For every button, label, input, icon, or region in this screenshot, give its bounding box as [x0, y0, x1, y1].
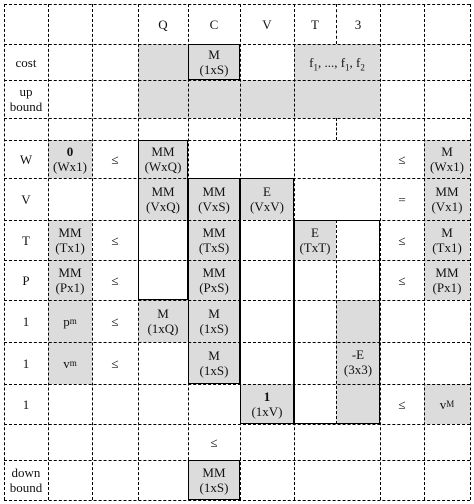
row-w: W	[19, 151, 33, 167]
cost-c-cell: M (1xS)	[199, 47, 229, 77]
p-ref-cell: MM (Px1)	[55, 265, 85, 295]
o3-v-dim: (1xV)	[251, 404, 283, 419]
v-rhs-op: =	[398, 191, 406, 207]
header-v: V	[262, 16, 272, 32]
v-c-cell: MM (VxS)	[198, 184, 230, 214]
t-rhs-cell: M (Tx1)	[432, 225, 462, 255]
vline-7-mid	[336, 118, 337, 140]
o3-v-cell	[240, 384, 294, 424]
header-t: T	[311, 16, 319, 32]
down-op: ≤	[210, 434, 218, 450]
t-t-cell: E (TxT)	[299, 225, 331, 255]
p-c-cell: MM (PxS)	[199, 265, 229, 295]
o3-rhs-cell: v M	[439, 396, 455, 412]
p-op: ≤	[111, 272, 119, 288]
header-q: Q	[158, 16, 168, 32]
t-rhs-op: ≤	[398, 232, 406, 248]
o2-c-cell: M (1xS)	[199, 348, 229, 378]
ub-q-fill	[138, 80, 188, 118]
row-p: P	[22, 272, 30, 288]
p-rhs-op: ≤	[398, 272, 406, 288]
w-ref-dim: (Wx1)	[53, 159, 87, 174]
o1-q-cell: M (1xQ)	[147, 306, 179, 336]
hline-3	[4, 118, 470, 119]
w-op: ≤	[111, 151, 119, 167]
row-cost: cost	[15, 54, 37, 70]
t-ref-cell: MM (Tx1)	[55, 225, 85, 255]
ub-v-fill	[240, 80, 294, 118]
row-one-a: 1	[22, 313, 30, 329]
w-rhs-op: ≤	[398, 151, 406, 167]
t-c-cell: MM (TxS)	[198, 225, 230, 255]
cost-t3-cell: $f_1$, ..., $f_1$, $f_2$	[309, 54, 365, 73]
ub-t3-fill	[294, 80, 380, 118]
row-up-bound: up bound	[9, 84, 43, 114]
row-t: T	[22, 232, 30, 248]
v-rhs-cell: MM (Vx1)	[431, 184, 463, 214]
t-op: ≤	[111, 232, 119, 248]
down-c-cell: MM (1xS)	[199, 465, 229, 495]
o1-ref-cell: p m	[63, 313, 77, 329]
cost-q-fill	[138, 44, 188, 80]
vline-10	[470, 4, 471, 500]
hline-bottom	[4, 500, 470, 501]
o2-op: ≤	[111, 355, 119, 371]
o3-v-bold: 1	[263, 389, 271, 404]
row-one-c: 1	[22, 396, 30, 412]
o2-ref-cell: v m	[63, 355, 77, 371]
row-v: V	[21, 191, 31, 207]
o3-rhs-base: v	[439, 396, 447, 412]
w-rhs-cell: M (Wx1)	[430, 144, 464, 174]
v-v-cell: E (VxV)	[250, 184, 284, 214]
w-ref-cell	[48, 140, 92, 178]
o1-c-cell: M (1xS)	[199, 306, 229, 336]
p-rhs-cell: MM (Px1)	[432, 265, 462, 295]
header-c: C	[209, 16, 219, 32]
hline-2	[4, 80, 470, 81]
v-q-cell: MM (VxQ)	[146, 184, 180, 214]
header-3: 3	[354, 16, 362, 32]
w-ref-bold: 0	[66, 144, 74, 159]
w-q-cell: MM (WxQ)	[144, 144, 182, 174]
o1-ref-base: p	[63, 313, 70, 329]
row-one-b: 1	[22, 355, 30, 371]
o2-ref-base: v	[63, 355, 70, 371]
t3-block-cell: -E (3x3)	[343, 347, 373, 377]
ub-c-fill	[188, 80, 240, 118]
row-down-bound: down bound	[9, 465, 43, 495]
o1-op: ≤	[111, 313, 119, 329]
o3-rhs-op: ≤	[398, 396, 406, 412]
